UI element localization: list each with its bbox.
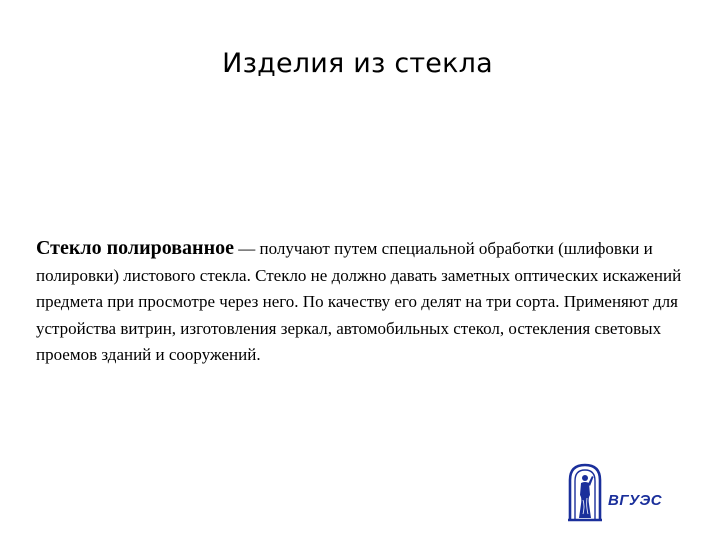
logo-text: ВГУЭС	[608, 492, 663, 509]
slide-title: Изделия из стекла	[222, 48, 493, 79]
term-definition: — получают путем специальной обработки (шлифовки и полировки) листового стекла. Стекло не должно давать заметных оптических искажений предмета при просмотре через него. По качеству его делят на три сорта. Применяют для устройства витрин, изготовления зеркал, автомобильных стекол, остекления световых проемов зданий и сооружений.	[36, 239, 682, 364]
slide-paragraph	[36, 235, 684, 369]
term-heading: Стекло полированное	[36, 237, 234, 259]
arch-figure-emblem-icon	[567, 462, 603, 522]
university-logo	[567, 462, 687, 526]
